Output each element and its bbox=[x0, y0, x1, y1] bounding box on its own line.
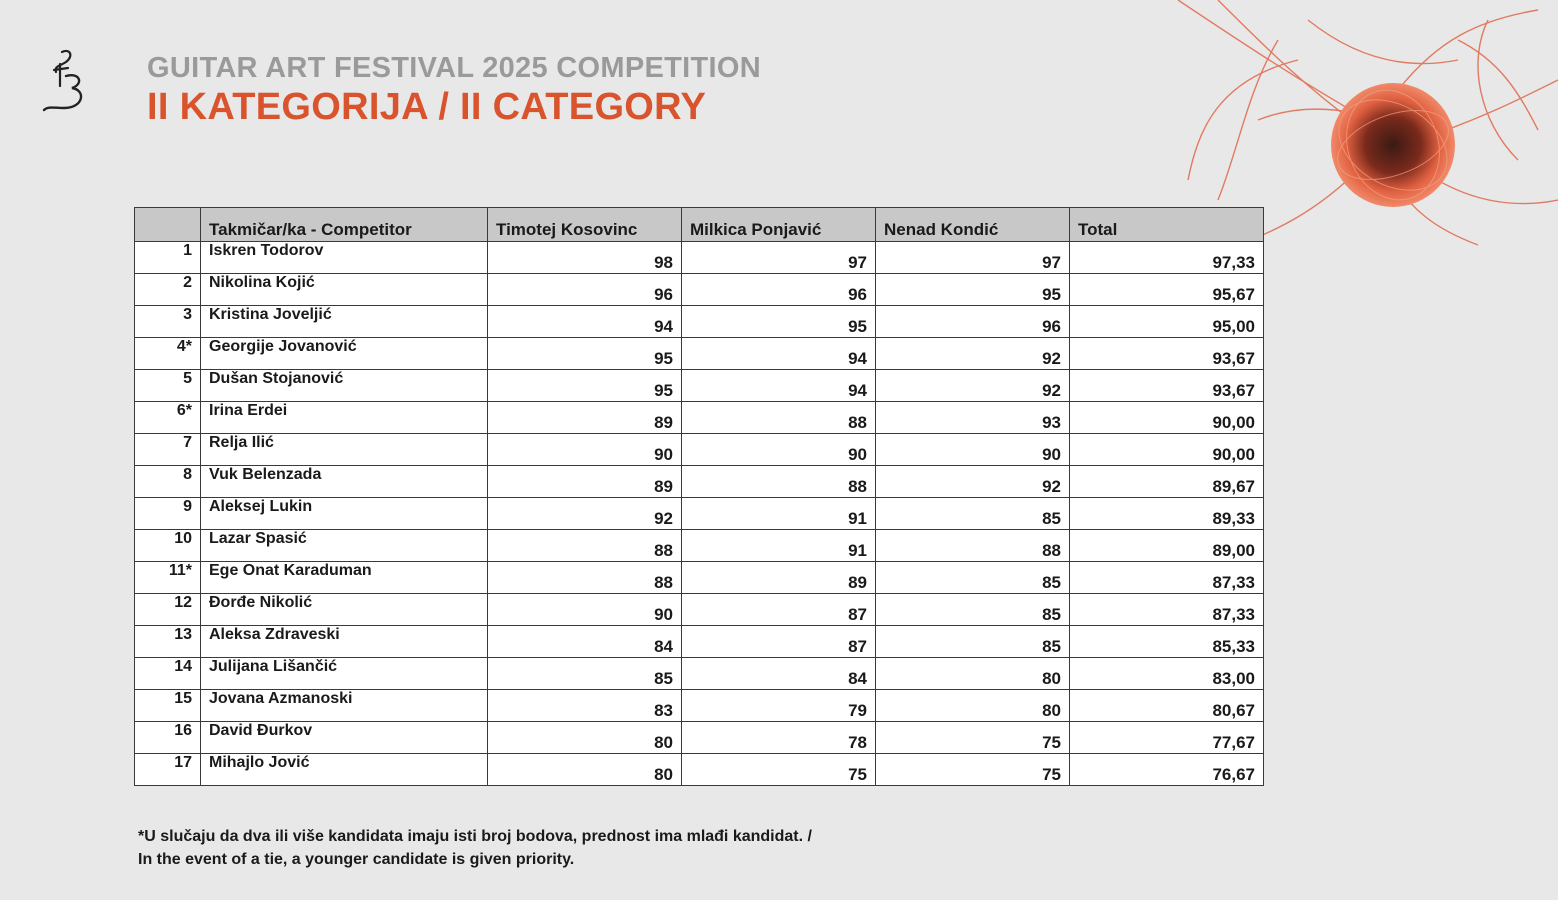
score-cell: 94 bbox=[682, 370, 876, 402]
score-cell: 80 bbox=[876, 690, 1070, 722]
score-cell: 75 bbox=[876, 722, 1070, 754]
competitor-name-cell: Dušan Stojanović bbox=[201, 370, 488, 402]
total-cell: 95,00 bbox=[1070, 306, 1264, 338]
rank-cell: 6* bbox=[135, 402, 201, 434]
total-cell: 93,67 bbox=[1070, 370, 1264, 402]
score-cell: 88 bbox=[682, 466, 876, 498]
rank-cell: 12 bbox=[135, 594, 201, 626]
festival-logo-icon bbox=[40, 46, 90, 116]
competitor-name-cell: Jovana Azmanoski bbox=[201, 690, 488, 722]
total-cell: 87,33 bbox=[1070, 594, 1264, 626]
total-cell: 85,33 bbox=[1070, 626, 1264, 658]
table-row bbox=[135, 658, 1264, 690]
score-cell: 75 bbox=[682, 754, 876, 786]
table-row bbox=[135, 690, 1264, 722]
competitor-name-cell: Aleksa Zdraveski bbox=[201, 626, 488, 658]
score-cell: 85 bbox=[876, 562, 1070, 594]
rank-cell: 8 bbox=[135, 466, 201, 498]
score-cell: 95 bbox=[682, 306, 876, 338]
score-cell: 94 bbox=[682, 338, 876, 370]
competitor-name-cell: Relja Ilić bbox=[201, 434, 488, 466]
score-cell: 80 bbox=[488, 722, 682, 754]
score-cell: 89 bbox=[488, 466, 682, 498]
table-row bbox=[135, 562, 1264, 594]
score-cell: 88 bbox=[488, 562, 682, 594]
column-header-rank bbox=[135, 208, 201, 242]
footnote bbox=[138, 825, 812, 871]
rank-cell: 4* bbox=[135, 338, 201, 370]
score-cell: 90 bbox=[682, 434, 876, 466]
score-cell: 85 bbox=[876, 594, 1070, 626]
score-cell: 90 bbox=[488, 594, 682, 626]
score-cell: 80 bbox=[876, 658, 1070, 690]
score-cell: 79 bbox=[682, 690, 876, 722]
score-cell: 90 bbox=[488, 434, 682, 466]
score-cell: 96 bbox=[488, 274, 682, 306]
rank-cell: 7 bbox=[135, 434, 201, 466]
total-cell: 80,67 bbox=[1070, 690, 1264, 722]
score-cell: 85 bbox=[876, 498, 1070, 530]
rank-cell: 10 bbox=[135, 530, 201, 562]
score-cell: 83 bbox=[488, 690, 682, 722]
table-row bbox=[135, 434, 1264, 466]
page-title-line1: GUITAR ART FESTIVAL 2025 COMPETITION bbox=[147, 52, 761, 84]
score-cell: 96 bbox=[682, 274, 876, 306]
rank-cell: 3 bbox=[135, 306, 201, 338]
competitor-name-cell: Irina Erdei bbox=[201, 402, 488, 434]
score-cell: 97 bbox=[682, 242, 876, 274]
table-row bbox=[135, 242, 1264, 274]
score-cell: 92 bbox=[876, 370, 1070, 402]
total-cell: 87,33 bbox=[1070, 562, 1264, 594]
competitor-name-cell: Aleksej Lukin bbox=[201, 498, 488, 530]
score-cell: 97 bbox=[876, 242, 1070, 274]
rank-cell: 1 bbox=[135, 242, 201, 274]
table-row bbox=[135, 370, 1264, 402]
column-header-judge1: Timotej Kosovinc bbox=[488, 208, 682, 242]
score-cell: 92 bbox=[876, 466, 1070, 498]
score-cell: 95 bbox=[876, 274, 1070, 306]
rank-cell: 14 bbox=[135, 658, 201, 690]
total-cell: 93,67 bbox=[1070, 338, 1264, 370]
table-row bbox=[135, 530, 1264, 562]
footnote-line1: *U slučaju da dva ili više kandidata imaju isti broj bodova, prednost ima mlađi kandidat. / bbox=[138, 828, 812, 845]
score-cell: 88 bbox=[488, 530, 682, 562]
competitor-name-cell: Julijana Lišančić bbox=[201, 658, 488, 690]
rank-cell: 17 bbox=[135, 754, 201, 786]
score-cell: 84 bbox=[682, 658, 876, 690]
column-header-judge3: Nenad Kondić bbox=[876, 208, 1070, 242]
total-cell: 76,67 bbox=[1070, 754, 1264, 786]
score-cell: 92 bbox=[876, 338, 1070, 370]
competitor-name-cell: Iskren Todorov bbox=[201, 242, 488, 274]
table-row bbox=[135, 466, 1264, 498]
total-cell: 89,67 bbox=[1070, 466, 1264, 498]
score-cell: 96 bbox=[876, 306, 1070, 338]
total-cell: 97,33 bbox=[1070, 242, 1264, 274]
total-cell: 95,67 bbox=[1070, 274, 1264, 306]
score-cell: 80 bbox=[488, 754, 682, 786]
table-row bbox=[135, 338, 1264, 370]
score-cell: 95 bbox=[488, 370, 682, 402]
score-cell: 78 bbox=[682, 722, 876, 754]
column-header-total: Total bbox=[1070, 208, 1264, 242]
total-cell: 90,00 bbox=[1070, 434, 1264, 466]
total-cell: 89,00 bbox=[1070, 530, 1264, 562]
total-cell: 77,67 bbox=[1070, 722, 1264, 754]
table-row bbox=[135, 498, 1264, 530]
score-cell: 75 bbox=[876, 754, 1070, 786]
score-cell: 85 bbox=[488, 658, 682, 690]
score-cell: 98 bbox=[488, 242, 682, 274]
rank-cell: 13 bbox=[135, 626, 201, 658]
table-header-row bbox=[135, 208, 1264, 242]
total-cell: 89,33 bbox=[1070, 498, 1264, 530]
rank-cell: 5 bbox=[135, 370, 201, 402]
rank-cell: 9 bbox=[135, 498, 201, 530]
score-cell: 90 bbox=[876, 434, 1070, 466]
page-title-line2: II KATEGORIJA / II CATEGORY bbox=[147, 86, 707, 128]
table-row bbox=[135, 754, 1264, 786]
score-cell: 85 bbox=[876, 626, 1070, 658]
score-cell: 89 bbox=[682, 562, 876, 594]
rank-cell: 16 bbox=[135, 722, 201, 754]
competitor-name-cell: Kristina Joveljić bbox=[201, 306, 488, 338]
competitor-name-cell: Mihajlo Jović bbox=[201, 754, 488, 786]
score-cell: 91 bbox=[682, 530, 876, 562]
score-cell: 87 bbox=[682, 594, 876, 626]
score-cell: 87 bbox=[682, 626, 876, 658]
score-cell: 89 bbox=[488, 402, 682, 434]
competitor-name-cell: Ege Onat Karaduman bbox=[201, 562, 488, 594]
competitor-name-cell: Đorđe Nikolić bbox=[201, 594, 488, 626]
score-cell: 91 bbox=[682, 498, 876, 530]
total-cell: 83,00 bbox=[1070, 658, 1264, 690]
rank-cell: 11* bbox=[135, 562, 201, 594]
table-row bbox=[135, 722, 1264, 754]
score-cell: 84 bbox=[488, 626, 682, 658]
column-header-competitor: Takmičar/ka - Competitor bbox=[201, 208, 488, 242]
score-cell: 92 bbox=[488, 498, 682, 530]
competitor-name-cell: Georgije Jovanović bbox=[201, 338, 488, 370]
total-cell: 90,00 bbox=[1070, 402, 1264, 434]
table-row bbox=[135, 306, 1264, 338]
table-row bbox=[135, 402, 1264, 434]
competitor-name-cell: David Đurkov bbox=[201, 722, 488, 754]
score-cell: 88 bbox=[682, 402, 876, 434]
results-table bbox=[134, 207, 1264, 786]
competitor-name-cell: Lazar Spasić bbox=[201, 530, 488, 562]
rank-cell: 2 bbox=[135, 274, 201, 306]
score-cell: 93 bbox=[876, 402, 1070, 434]
footnote-line2: In the event of a tie, a younger candidate is given priority. bbox=[138, 851, 575, 868]
rank-cell: 15 bbox=[135, 690, 201, 722]
table-row bbox=[135, 626, 1264, 658]
table-row bbox=[135, 594, 1264, 626]
column-header-judge2: Milkica Ponjavić bbox=[682, 208, 876, 242]
competitor-name-cell: Vuk Belenzada bbox=[201, 466, 488, 498]
score-cell: 95 bbox=[488, 338, 682, 370]
competitor-name-cell: Nikolina Kojić bbox=[201, 274, 488, 306]
score-cell: 88 bbox=[876, 530, 1070, 562]
score-cell: 94 bbox=[488, 306, 682, 338]
table-row bbox=[135, 274, 1264, 306]
